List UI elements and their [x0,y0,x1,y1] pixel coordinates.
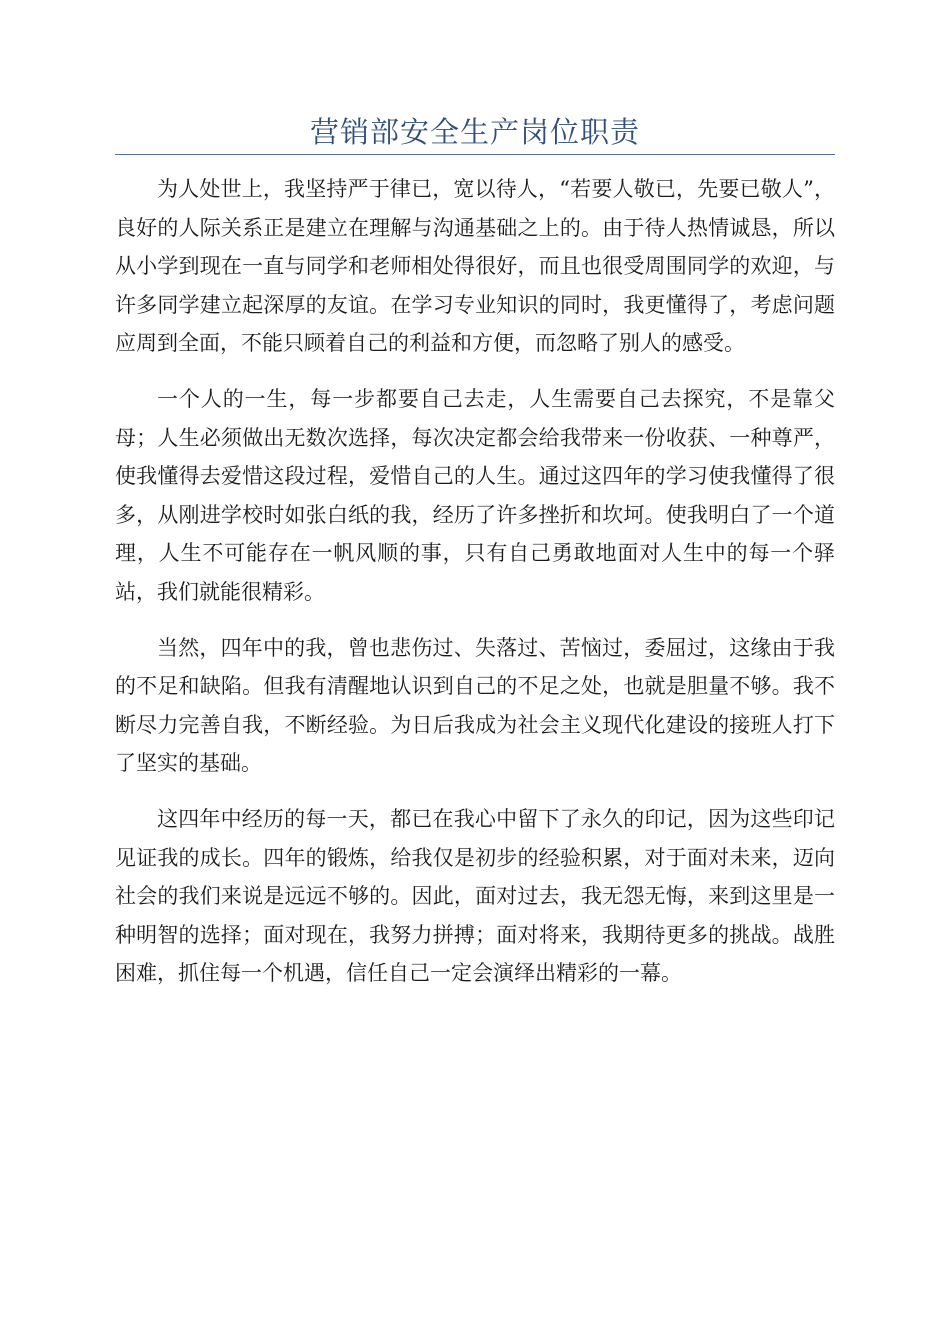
paragraph: 为人处世上，我坚持严于律已，宽以待人，“若要人敬已，先要已敬人”，良好的人际关系正是建立在理解与沟通基础之上的。由于待人热情诚恳，所以从小学到现在一直与同学和老师相处得很好，而且也很受周围同学的欢迎，与许多同学建立起深厚的友谊。在学习专业知识的同时，我更懂得了，考虑问题应周到全面，不能只顾着自己的利益和方便，而忽略了别人的感受。 [115,177,835,356]
page-title: 营销部安全生产岗位职责 [309,115,640,149]
paragraph: 这四年中经历的每一天，都已在我心中留下了永久的印记，因为这些印记见证我的成长。四年的锻炼，给我仅是初步的经验积累，对于面对未来，迈向社会的我们来说是远远不够的。因此，面对过去，我无怨无悔，来到这里是一种明智的选择；面对现在，我努力拼搏；面对将来，我期待更多的挑战。战胜困难，抓住每一个机遇，信任自己一定会演绎出精彩的一幕。 [115,806,835,986]
title-underline [115,154,835,155]
paragraph: 当然，四年中的我，曾也悲伤过、失落过、苦恼过，委屈过，这缘由于我的不足和缺陷。但我有清醒地认识到自己的不足之处，也就是胆量不够。我不断尽力完善自我，不断经验。为日后我成为社会主义现代化建设的接班人打下了坚实的基础。 [115,635,835,776]
paragraph: 一个人的一生，每一步都要自己去走，人生需要自己去探究，不是靠父母；人生必须做出无数次选择，每次决定都会给我带来一份收获、一种尊严，使我懂得去爱惜这段过程，爱惜自己的人生。通过这四年的学习使我懂得了很多，从刚进学校时如张白纸的我，经历了许多挫折和坎坷。使我明白了一个道理，人生不可能存在一帆风顺的事，只有自己勇敢地面对人生中的每一个驿站，我们就能很精彩。 [115,386,835,604]
document-body [115,170,835,1010]
